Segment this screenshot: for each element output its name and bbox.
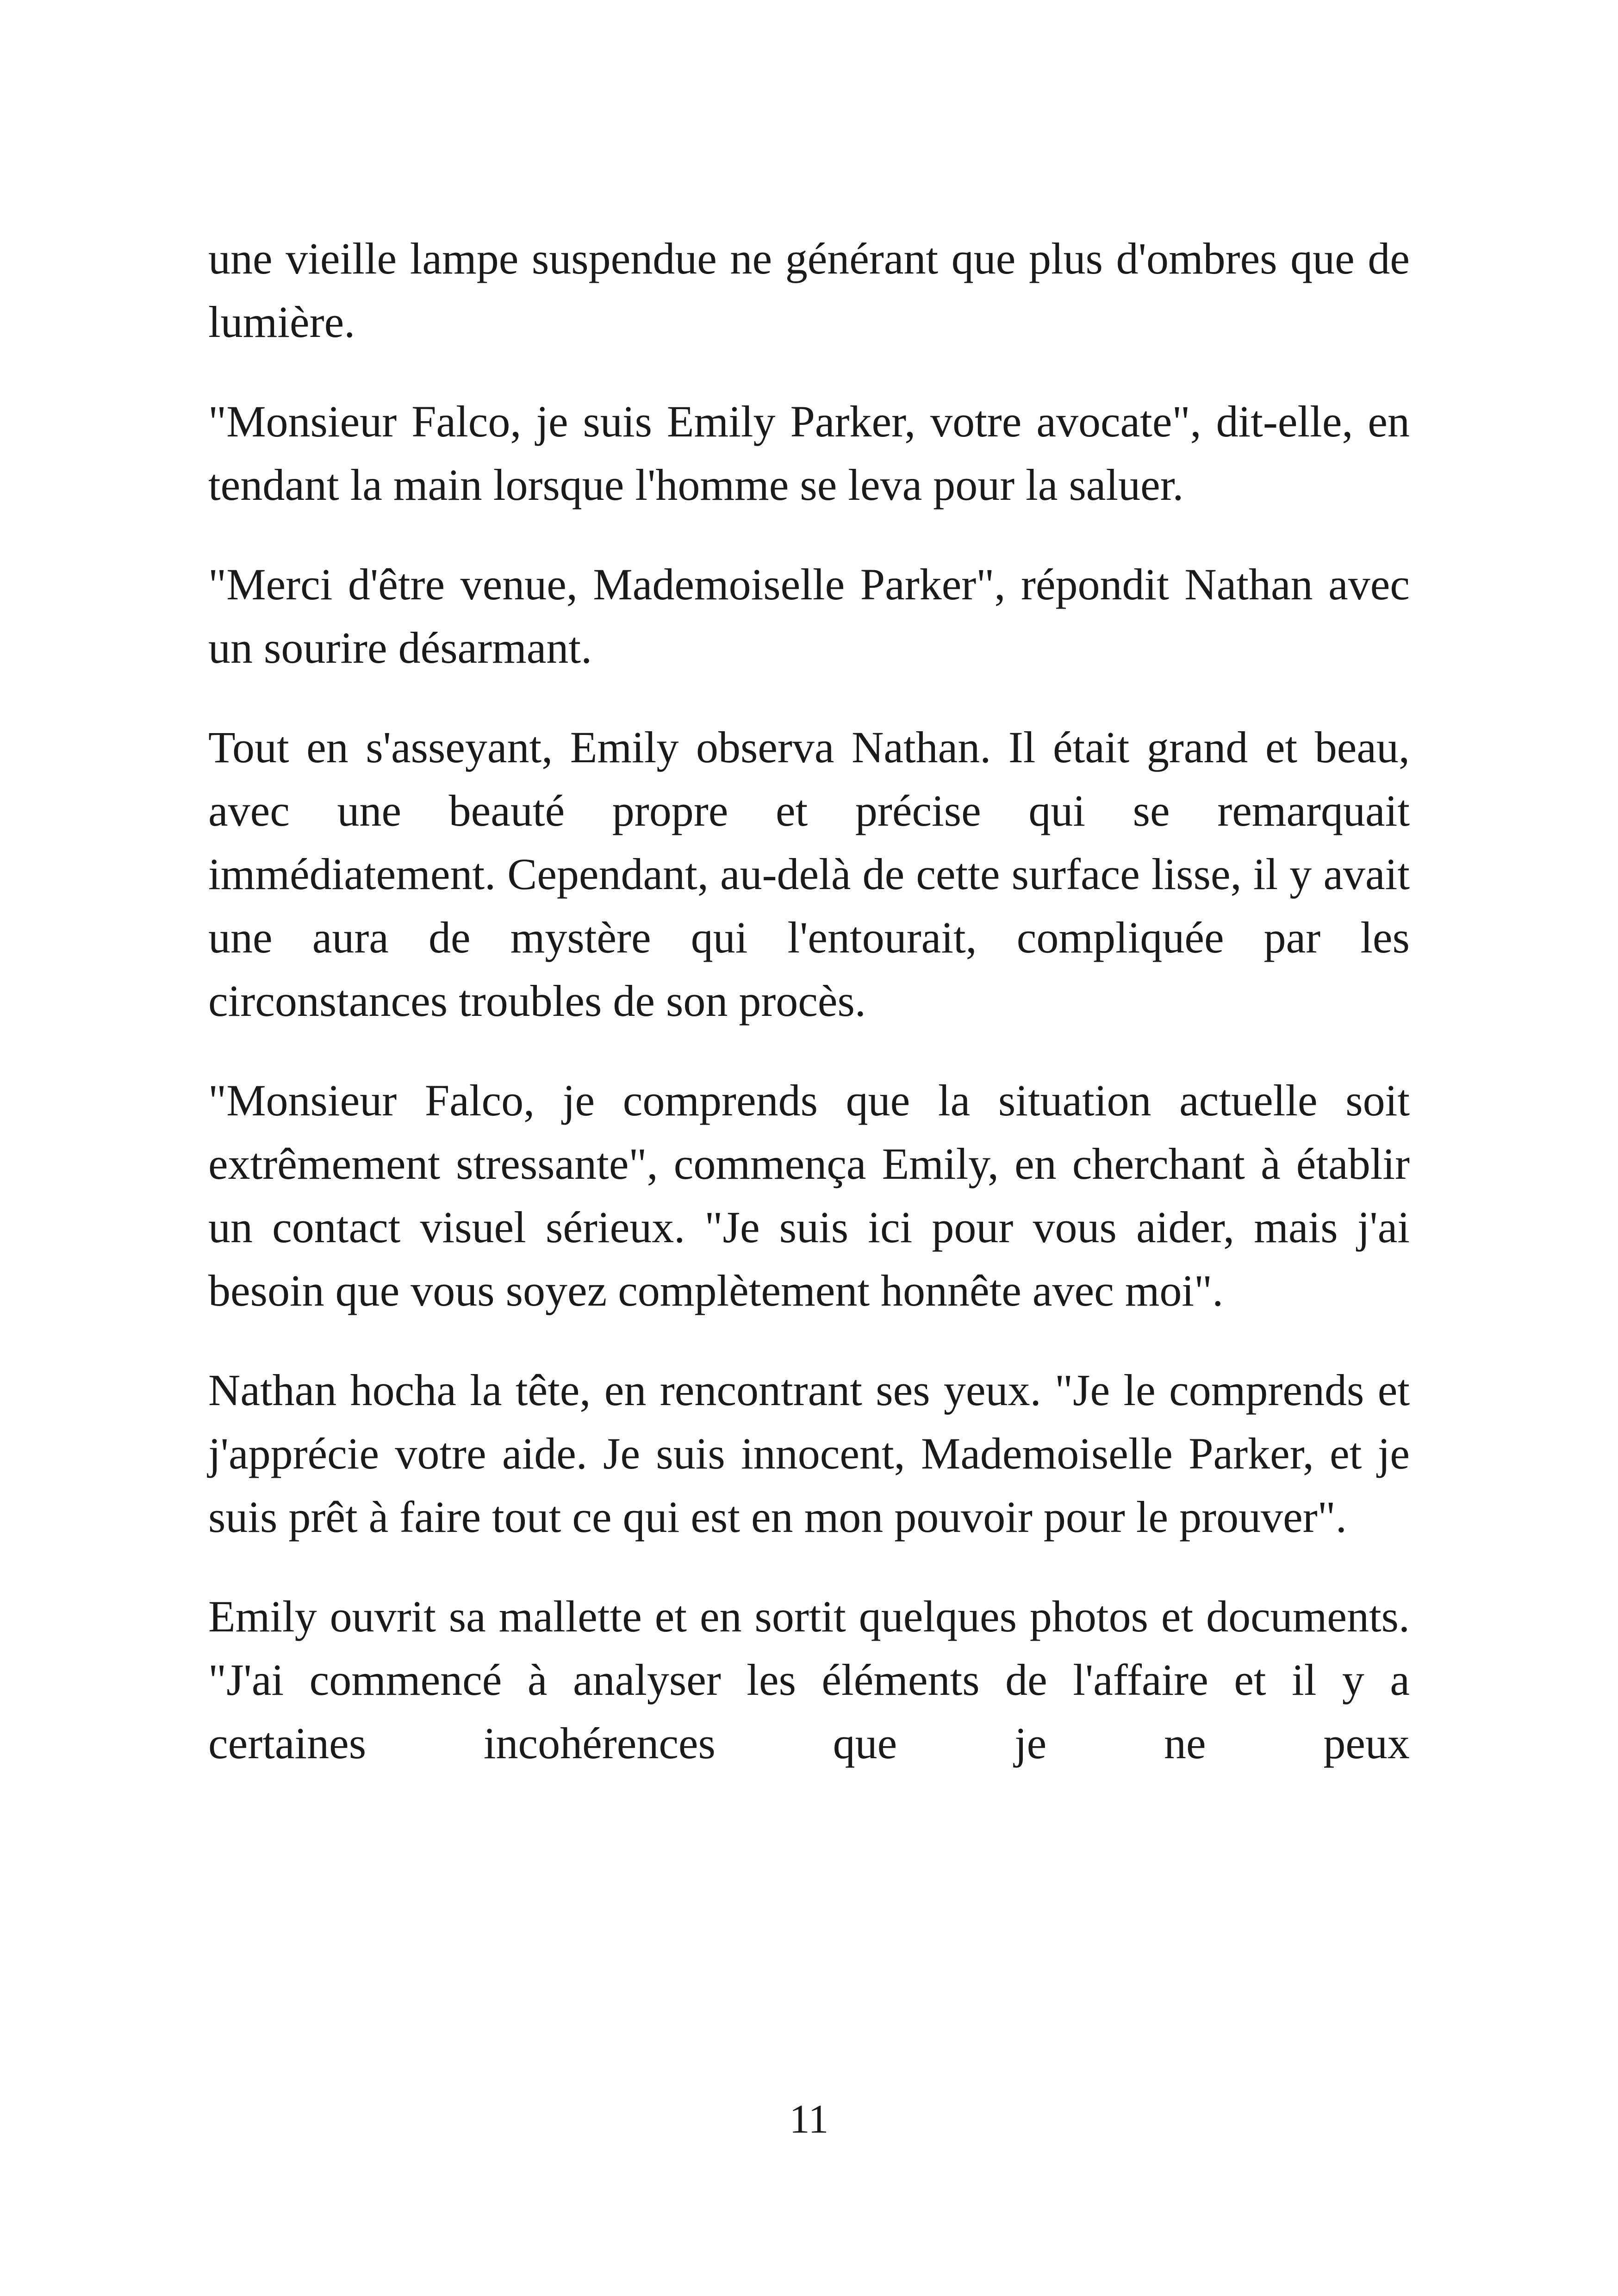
paragraph: Emily ouvrit sa mallette et en sortit quelques photos et documents. "J'ai commencé à analyser les éléments de l'affaire et il y a certaines incohérences que je ne peux bbox=[208, 1592, 1410, 1768]
body-text bbox=[208, 227, 1410, 1775]
page-number: 11 bbox=[789, 2097, 829, 2142]
paragraph: "Monsieur Falco, je comprends que la situation actuelle soit extrêmement stressante", commença Emily, en cherchant à établir un contact visuel sérieux. "Je suis ici pour vous aider, mais j'ai besoin que vous soyez complètement honnête avec moi". bbox=[208, 1076, 1410, 1315]
paragraph: Nathan hocha la tête, en rencontrant ses yeux. "Je le comprends et j'apprécie votre aide. Je suis innocent, Mademoiselle Parker, et je suis prêt à faire tout ce qui est en mon pouvoir pour le prouver". bbox=[208, 1365, 1410, 1542]
paragraph: Tout en s'asseyant, Emily observa Nathan. Il était grand et beau, avec une beauté propre et précise qui se remarquait immédiatement. Cependant, au-delà de cette surface lisse, il y avait une aura de mystère qui l'entourait, compliquée par les circonstances troubles de son procès. bbox=[208, 722, 1410, 1026]
paragraph: "Monsieur Falco, je suis Emily Parker, votre avocate", dit-elle, en tendant la main lorsque l'homme se leva pour la saluer. bbox=[208, 397, 1410, 510]
paragraph: une vieille lampe suspendue ne générant que plus d'ombres que de lumière. bbox=[208, 234, 1410, 347]
paragraph: "Merci d'être venue, Mademoiselle Parker", répondit Nathan avec un sourire désarmant. bbox=[208, 560, 1410, 672]
